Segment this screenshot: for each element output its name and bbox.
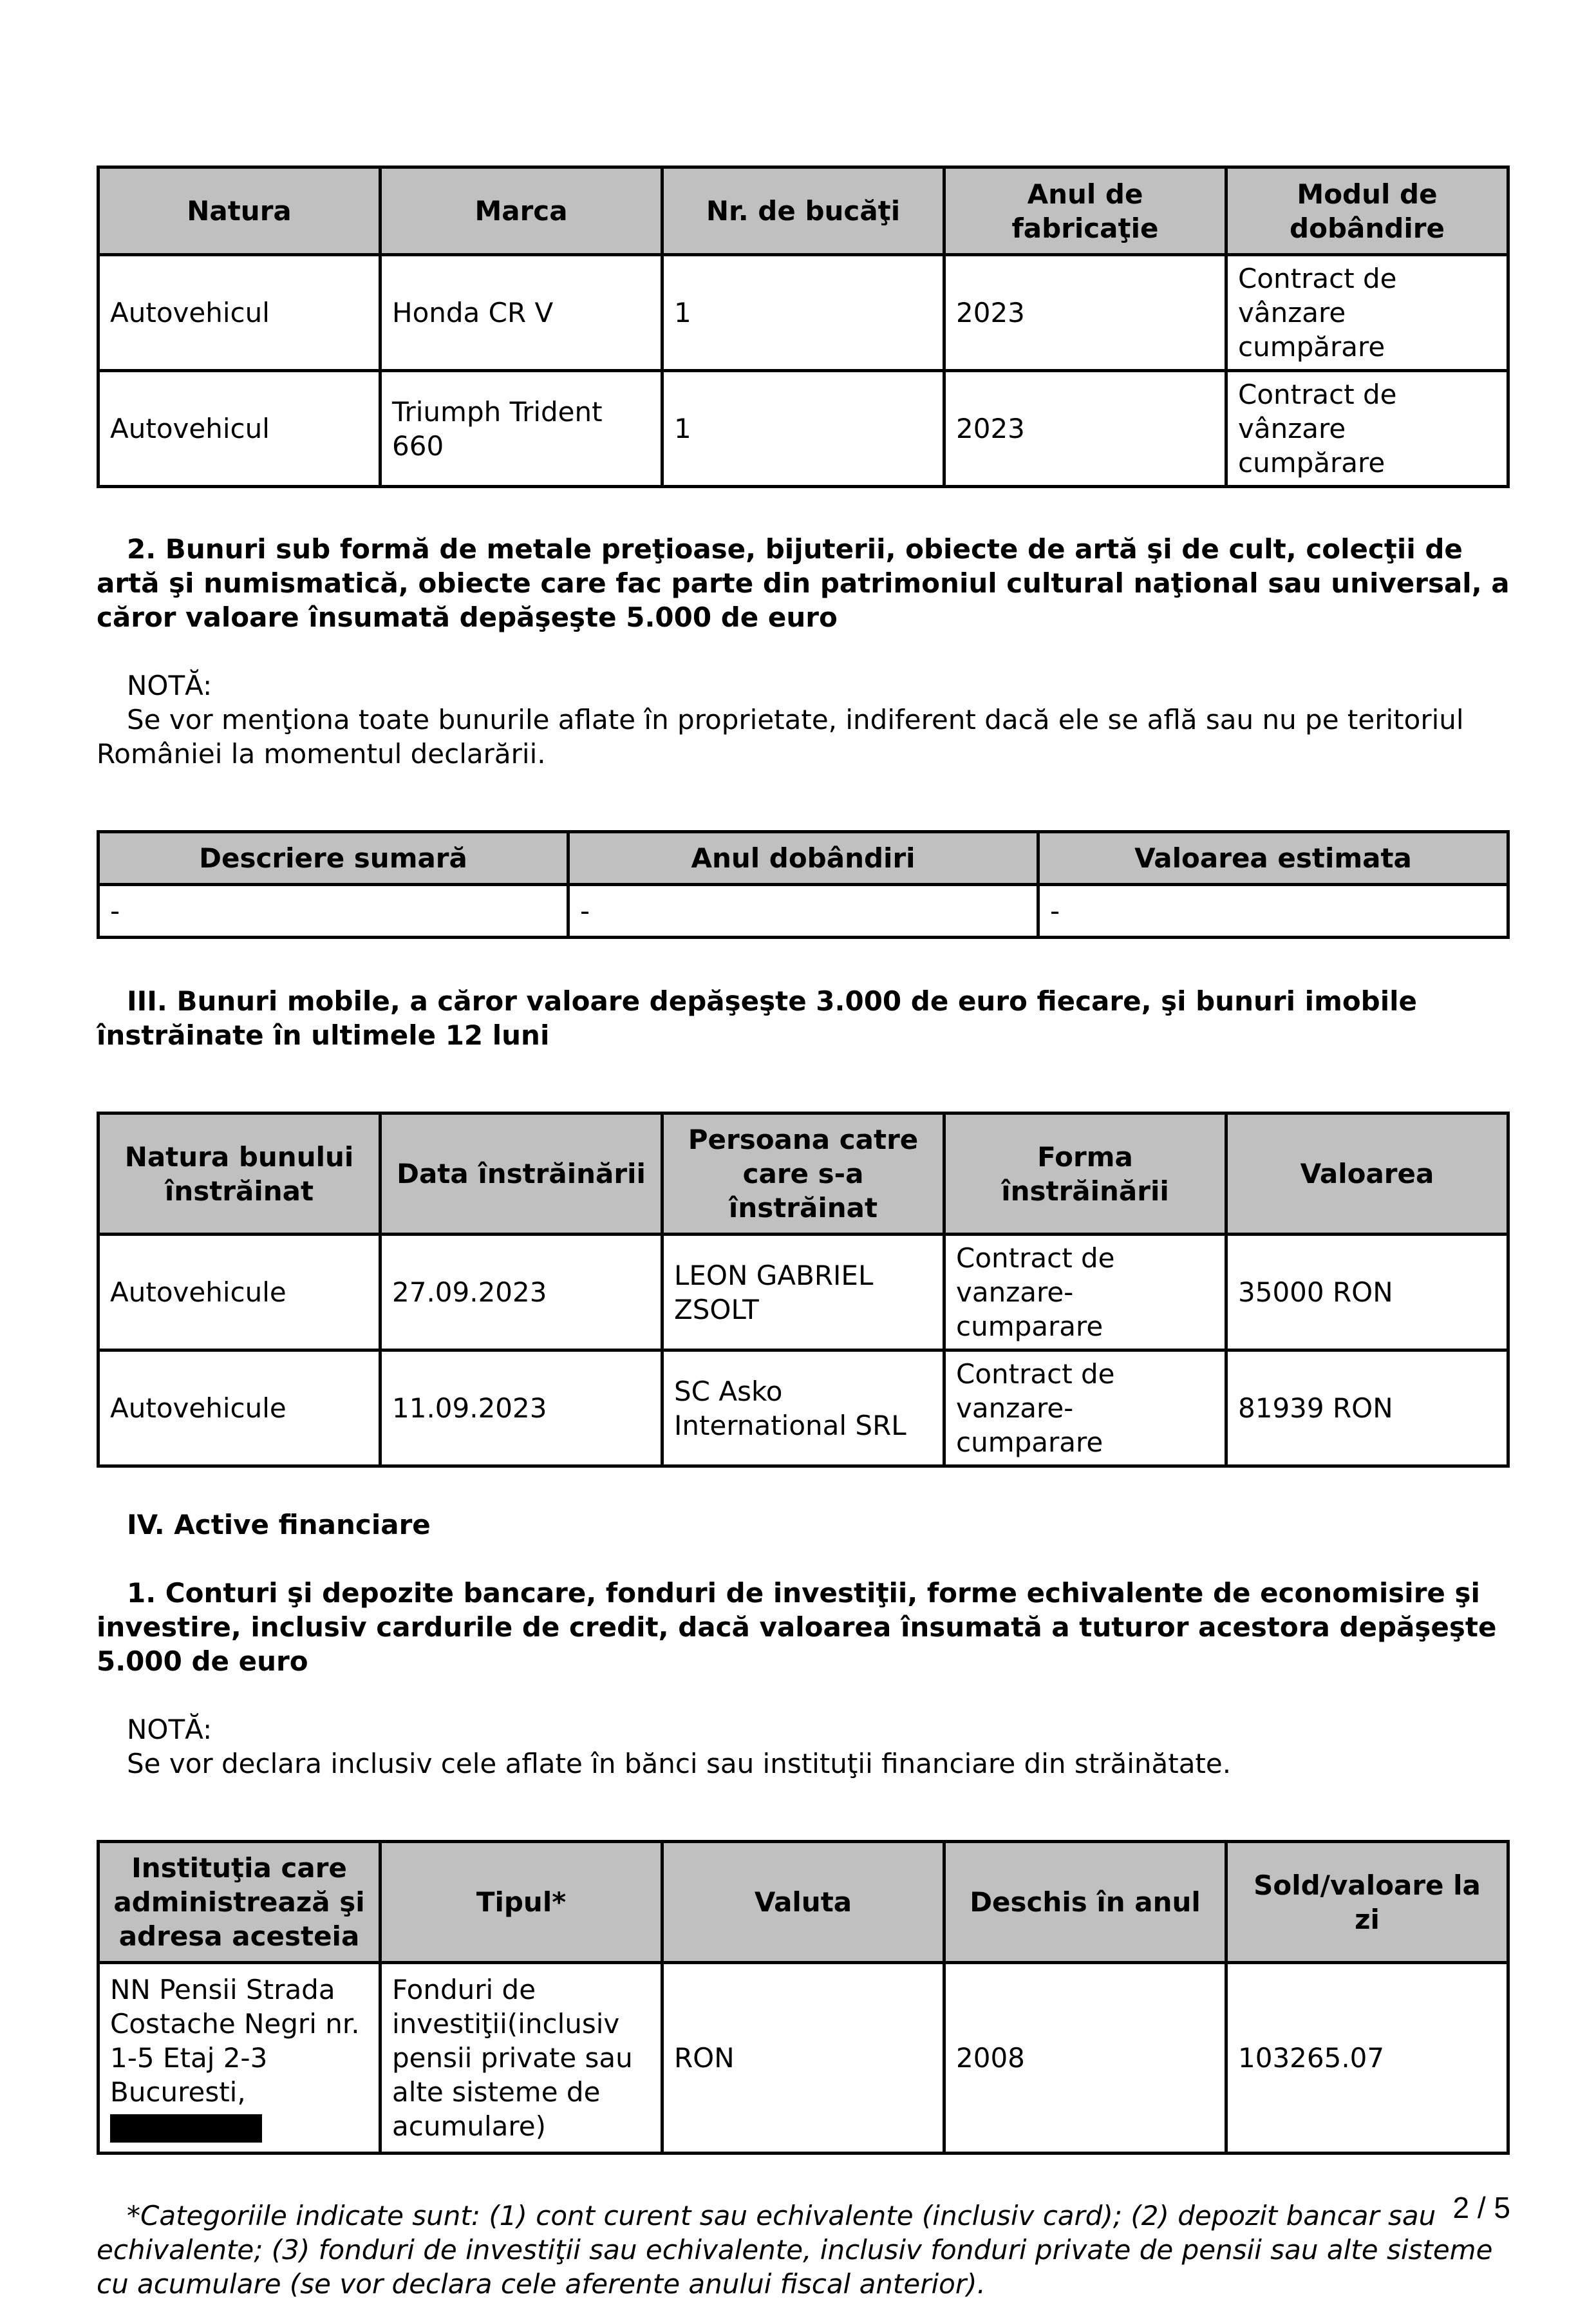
document-page bbox=[97, 166, 1510, 2301]
table-header-row bbox=[99, 832, 1508, 885]
section-4-note-text: Se vor declara inclusiv cele aflate în bănci sau instituţii financiare din străinătate. bbox=[127, 1748, 1232, 1779]
cell: 2023 bbox=[944, 255, 1226, 371]
cell: - bbox=[568, 885, 1038, 938]
cell: Autovehicule bbox=[99, 1235, 380, 1350]
cell: Autovehicul bbox=[99, 371, 380, 487]
cell: Contract de vanzare-cumparare bbox=[944, 1235, 1226, 1350]
section-4-note-label: NOTĂ: bbox=[127, 1714, 212, 1745]
cell: Contract de vanzare-cumparare bbox=[944, 1350, 1226, 1466]
cell: 81939 RON bbox=[1226, 1350, 1508, 1466]
accounts-table bbox=[97, 1840, 1510, 2155]
table-header-row bbox=[99, 1842, 1508, 1963]
cell: Triumph Trident 660 bbox=[380, 371, 662, 487]
table-row bbox=[99, 1963, 1508, 2154]
cell: 1 bbox=[662, 255, 944, 371]
cell: - bbox=[99, 885, 568, 938]
cell bbox=[99, 1963, 380, 2154]
table-row bbox=[99, 255, 1508, 371]
table-row bbox=[99, 885, 1508, 938]
table-row bbox=[99, 1350, 1508, 1466]
cell: - bbox=[1038, 885, 1508, 938]
vehicles-table bbox=[97, 166, 1510, 488]
header-forma-instrainarii: Forma înstrăinării bbox=[944, 1113, 1226, 1235]
table-header-row bbox=[99, 167, 1508, 255]
header-valoarea: Valoarea bbox=[1226, 1113, 1508, 1235]
cell: Honda CR V bbox=[380, 255, 662, 371]
header-natura: Natura bbox=[99, 167, 380, 255]
cell: Autovehicule bbox=[99, 1350, 380, 1466]
table-row bbox=[99, 371, 1508, 487]
header-descriere: Descriere sumară bbox=[99, 832, 568, 885]
page-number: 2 / 5 bbox=[1452, 2191, 1510, 2224]
cell: Fonduri de investiţii(inclusiv pensii private sau alte sisteme de acumulare) bbox=[380, 1963, 662, 2154]
cell: 27.09.2023 bbox=[380, 1235, 662, 1350]
header-modul-dobandire: Modul de dobândire bbox=[1226, 167, 1508, 255]
table-header-row bbox=[99, 1113, 1508, 1235]
header-anul-dobandiri: Anul dobândiri bbox=[568, 832, 1038, 885]
section-2-note-label: NOTĂ: bbox=[127, 670, 212, 701]
cell: Contract de vânzare cumpărare bbox=[1226, 255, 1508, 371]
header-natura-bunului: Natura bunului înstrăinat bbox=[99, 1113, 380, 1235]
cell: 35000 RON bbox=[1226, 1235, 1508, 1350]
header-valoarea-estimata: Valoarea estimata bbox=[1038, 832, 1508, 885]
cell: LEON GABRIEL ZSOLT bbox=[662, 1235, 944, 1350]
footnote: *Categoriile indicate sunt: (1) cont curent sau echivalente (inclusiv card); (2) depozit bancar sau echivalente; (3) fonduri de investiţii sau echivalente, inclusiv fonduri private de pensii sau alte sisteme cu acumulare (se vor declara cele aferente anului fiscal anterior). bbox=[97, 2200, 1493, 2300]
header-institutia: Instituţia care administrează şi adresa acesteia bbox=[99, 1842, 380, 1963]
cell: 103265.07 bbox=[1226, 1963, 1508, 2154]
header-marca: Marca bbox=[380, 167, 662, 255]
header-persoana: Persoana catre care s-a înstrăinat bbox=[662, 1113, 944, 1235]
cell: 2008 bbox=[944, 1963, 1226, 2154]
valuables-table bbox=[97, 830, 1510, 939]
cell: 2023 bbox=[944, 371, 1226, 487]
cell: SC Asko International SRL bbox=[662, 1350, 944, 1466]
cell: 11.09.2023 bbox=[380, 1350, 662, 1466]
header-nr-bucati: Nr. de bucăţi bbox=[662, 167, 944, 255]
header-anul-fabricatie: Anul de fabricaţie bbox=[944, 167, 1226, 255]
header-deschis-in-anul: Deschis în anul bbox=[944, 1842, 1226, 1963]
header-data-instrainarii: Data înstrăinării bbox=[380, 1113, 662, 1235]
section-2-note-text: Se vor menţiona toate bunurile aflate în proprietate, indiferent dacă ele se află sau nu pe teritoriul României la momentul declarării. bbox=[97, 704, 1464, 770]
cell: Autovehicul bbox=[99, 255, 380, 371]
header-tipul: Tipul* bbox=[380, 1842, 662, 1963]
header-valuta: Valuta bbox=[662, 1842, 944, 1963]
redaction-bar bbox=[110, 2114, 262, 2143]
cell: 1 bbox=[662, 371, 944, 487]
cell: RON bbox=[662, 1963, 944, 2154]
institution-address: NN Pensii Strada Costache Negri nr. 1-5 Etaj 2-3 Bucuresti, bbox=[110, 1974, 360, 2108]
section-3-title: III. Bunuri mobile, a căror valoare depăşeşte 3.000 de euro fiecare, şi bunuri imobile înstrăinate în ultimele 12 luni bbox=[97, 985, 1418, 1051]
alienated-goods-table bbox=[97, 1112, 1510, 1468]
header-sold: Sold/valoare la zi bbox=[1226, 1842, 1508, 1963]
section-2-title: 2. Bunuri sub formă de metale preţioase, bijuterii, obiecte de artă şi de cult, colecţii de artă şi numismatică, obiecte care fac parte din patrimoniul cultural naţional sau universal, a căror valoare însumată depăşeşte 5.000 de euro bbox=[97, 533, 1510, 633]
section-4-title: IV. Active financiare bbox=[127, 1509, 431, 1540]
table-row bbox=[99, 1235, 1508, 1350]
cell: Contract de vânzare cumpărare bbox=[1226, 371, 1508, 487]
section-4-subtitle: 1. Conturi şi depozite bancare, fonduri de investiţii, forme echivalente de economisire şi investire, inclusiv cardurile de credit, dacă valoarea însumată a tuturor acestora depăşeşte 5.000 de euro bbox=[97, 1577, 1497, 1677]
